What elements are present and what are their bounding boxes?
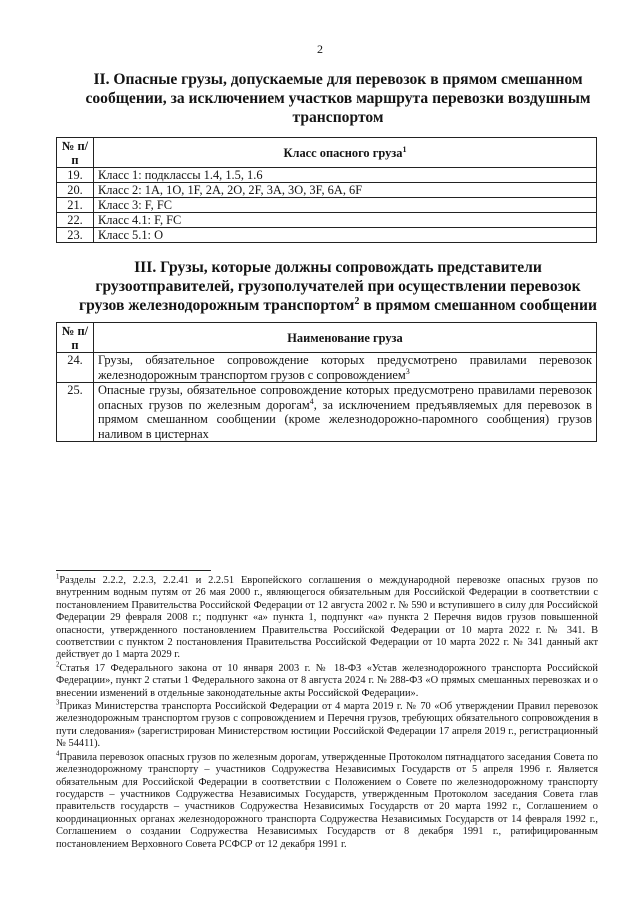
column-header-number: № п/п bbox=[57, 138, 94, 168]
row-number: 19. bbox=[57, 168, 94, 183]
row-number: 24. bbox=[57, 353, 94, 383]
footnote-marker: 1 bbox=[56, 573, 60, 581]
column-header-class bbox=[94, 138, 597, 168]
row-class-text: Класс 2: 1A, 1O, 1F, 2A, 2O, 2F, 3A, 3O, 3F, 6A, 6F bbox=[94, 183, 597, 198]
row-class-text: Класс 5.1: O bbox=[94, 228, 597, 243]
table-header-row bbox=[57, 138, 597, 168]
row-cargo-text bbox=[94, 383, 597, 442]
footnote-marker: 4 bbox=[56, 750, 60, 758]
footnote-ref-4: 4 bbox=[309, 396, 314, 406]
footnote-text: Статья 17 Федерального закона от 10 января 2003 г. № 18-ФЗ «Устав железнодорожного транспорта Российской Федерации», пункт 2 статьи 1 Федерального закона от 8 августа 2024 г. № 288-ФЗ «О прямых смешанных перевозках и о внесении изменений в отдельные законодательные акты Российской Федерации». bbox=[56, 662, 598, 699]
section-3-title-text: III. Грузы, которые должны сопровождать представители грузоотправителей, грузополучателей при осуществлении перевозок грузов железнодорожным транспортом bbox=[79, 259, 581, 314]
section-3-title-tail: в прямом смешанном сообщении bbox=[359, 297, 597, 314]
row-cargo-text-tail: , за исключением предъявляемых для перевозок в прямом смешанном сообщении (кроме железнодорожно-паромного сообщения) грузов наливом в цистернах bbox=[98, 397, 592, 441]
table-row bbox=[57, 168, 597, 183]
footnote-1 bbox=[56, 575, 598, 662]
footnote-ref-2: 2 bbox=[354, 295, 360, 307]
column-header-cargo-name: Наименование груза bbox=[94, 323, 597, 353]
table-header-row bbox=[57, 323, 597, 353]
section-3-title bbox=[78, 258, 598, 315]
row-number: 21. bbox=[57, 198, 94, 213]
row-cargo-text bbox=[94, 353, 597, 383]
row-cargo-text-main: Опасные грузы, обязательное сопровождение которых предусмотрено правилами перевозок опасных грузов по железным дорогам bbox=[98, 383, 592, 412]
dangerous-goods-classes-table bbox=[56, 137, 597, 243]
footnote-text: Правила перевозок опасных грузов по железным дорогам, утвержденные Протоколом пятнадцатого заседания Совета по железнодорожному транспорту – участников Содружества Независимых Государств от 5 апреля 1996 г. Является обязательным для Российской Федерации в соответствии с Положением о Совете по железнодорожному транспорту государств – участников Содружества Независимых Государств, утвержденным Протоколом заседания Совета глав правительств государств – участников Содружества Независимых Государств от 20 марта 1992 г., Соглашением о координационных органах железнодорожного транспорта Содружества Независимых Государств от 14 февраля 1992 г., Соглашением о создании Содружества Независимых Государств от 8 декабря 1991 г., ратифицированным постановлением Верховного Совета РСФСР от 12 декабря 1991 г. bbox=[56, 751, 598, 850]
row-number: 20. bbox=[57, 183, 94, 198]
table-row bbox=[57, 228, 597, 243]
table-row bbox=[57, 183, 597, 198]
column-header-class-label: Класс опасного груза bbox=[283, 145, 403, 160]
column-header-number: № п/п bbox=[57, 323, 94, 353]
footnote-separator bbox=[56, 570, 211, 571]
row-class-text: Класс 4.1: F, FC bbox=[94, 213, 597, 228]
footnote-ref-1: 1 bbox=[402, 144, 407, 154]
footnote-4 bbox=[56, 752, 598, 851]
footnote-3 bbox=[56, 701, 598, 751]
table-row bbox=[57, 198, 597, 213]
table-row bbox=[57, 213, 597, 228]
escorted-cargo-table bbox=[56, 322, 597, 442]
row-cargo-text-main: Грузы, обязательное сопровождение которых предусмотрено правилами перевозок железнодорожным транспортом грузов с сопровождением bbox=[98, 353, 592, 382]
table-row bbox=[57, 353, 597, 383]
section-2-title: II. Опасные грузы, допускаемые для перевозок в прямом смешанном сообщении, за исключением участков маршрута перевозки воздушным транспортом bbox=[85, 71, 591, 126]
row-class-text: Класс 1: подклассы 1.4, 1.5, 1.6 bbox=[94, 168, 597, 183]
footnote-text: Приказ Министерства транспорта Российской Федерации от 4 марта 2019 г. № 70 «Об утверждении Правил перевозок железнодорожным транспортом грузов с сопровождением и Перечня грузов, требующих обязательного сопровождения в пути следования» (зарегистрирован Министерством юстиции Российской Федерации 17 апреля 2019 г., регистрационный № 54411). bbox=[56, 701, 598, 750]
table-row bbox=[57, 383, 597, 442]
row-class-text: Класс 3: F, FC bbox=[94, 198, 597, 213]
footnote-text: Разделы 2.2.2, 2.2.3, 2.2.41 и 2.2.51 Европейского соглашения о международной перевозке опасных грузов по внутренним водным путям от 26 мая 2000 г., являющегося обязательным для Российской Федерации в соответствии с постановлением Правительства Российской Федерации от 12 августа 2002 г. № 590 и вступившего в силу для Российской Федерации 29 февраля 2008 г.; подпункт «а» пункта 1, подпункт «а» пункта 2 Перечня видов грузов повышенной опасности, утвержденного постановлением Правительства Российской Федерации от 10 марта 2022 г. № 341. В соответствии с пунктом 2 постановления Правительства Российской Федерации от 10 марта 2022 г. № 341 данный акт действует до 1 марта 2029 г. bbox=[56, 575, 598, 661]
row-number: 25. bbox=[57, 383, 94, 442]
page-number: 2 bbox=[317, 42, 323, 56]
footnote-marker: 3 bbox=[56, 699, 60, 707]
row-number: 23. bbox=[57, 228, 94, 243]
footnotes bbox=[56, 575, 598, 852]
footnote-marker: 2 bbox=[56, 661, 60, 669]
footnote-ref-3: 3 bbox=[405, 366, 410, 376]
footnote-2 bbox=[56, 663, 598, 700]
row-number: 22. bbox=[57, 213, 94, 228]
